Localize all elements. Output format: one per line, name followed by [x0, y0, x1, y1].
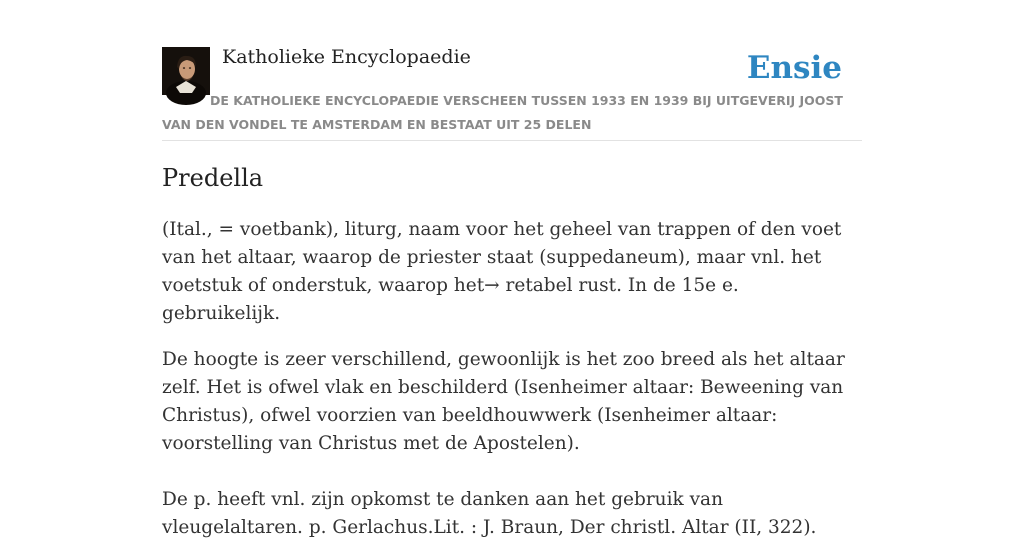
article-paragraph: (Ital., = voetbank), liturg, naam voor het geheel van trappen of den voet van het altaar, waarop de priester staat (suppedaneum), maar vnl. het voetstuk of onderstuk, waarop het→ retabel rust. In de 15e e. gebruikelijk.: [162, 219, 842, 324]
site-title[interactable]: Katholieke Encyclopaedie: [222, 46, 471, 68]
article-title: Predella: [162, 164, 264, 192]
portrait-image: [162, 47, 210, 95]
article-paragraph: De p. heeft vnl. zijn opkomst te danken aan het gebruik van vleugelaltaren. p. Gerlachus.Lit. : J. Braun, Der christl. Altar (II, 322).: [162, 489, 817, 538]
brand-logo[interactable]: Ensie: [746, 50, 842, 86]
article-paragraph: De hoogte is zeer verschillend, gewoonlijk is het zoo breed als het altaar zelf. Het is ofwel vlak en beschilderd (Isenheimer altaar: Beweening van Christus), ofwel voorzien van beeldhouwwerk (Isenheimer altaar: voorstelling van Christus met de Apostelen).: [162, 349, 845, 454]
site-header: [162, 44, 862, 141]
avatar[interactable]: [162, 47, 210, 95]
site-description: DE KATHOLIEKE ENCYCLOPAEDIE VERSCHEEN TUSSEN 1933 EN 1939 BIJ UITGEVERIJ JOOST VAN DEN VONDEL TE AMSTERDAM EN BESTAAT UIT 25 DELEN: [162, 93, 843, 132]
article: [162, 160, 862, 560]
